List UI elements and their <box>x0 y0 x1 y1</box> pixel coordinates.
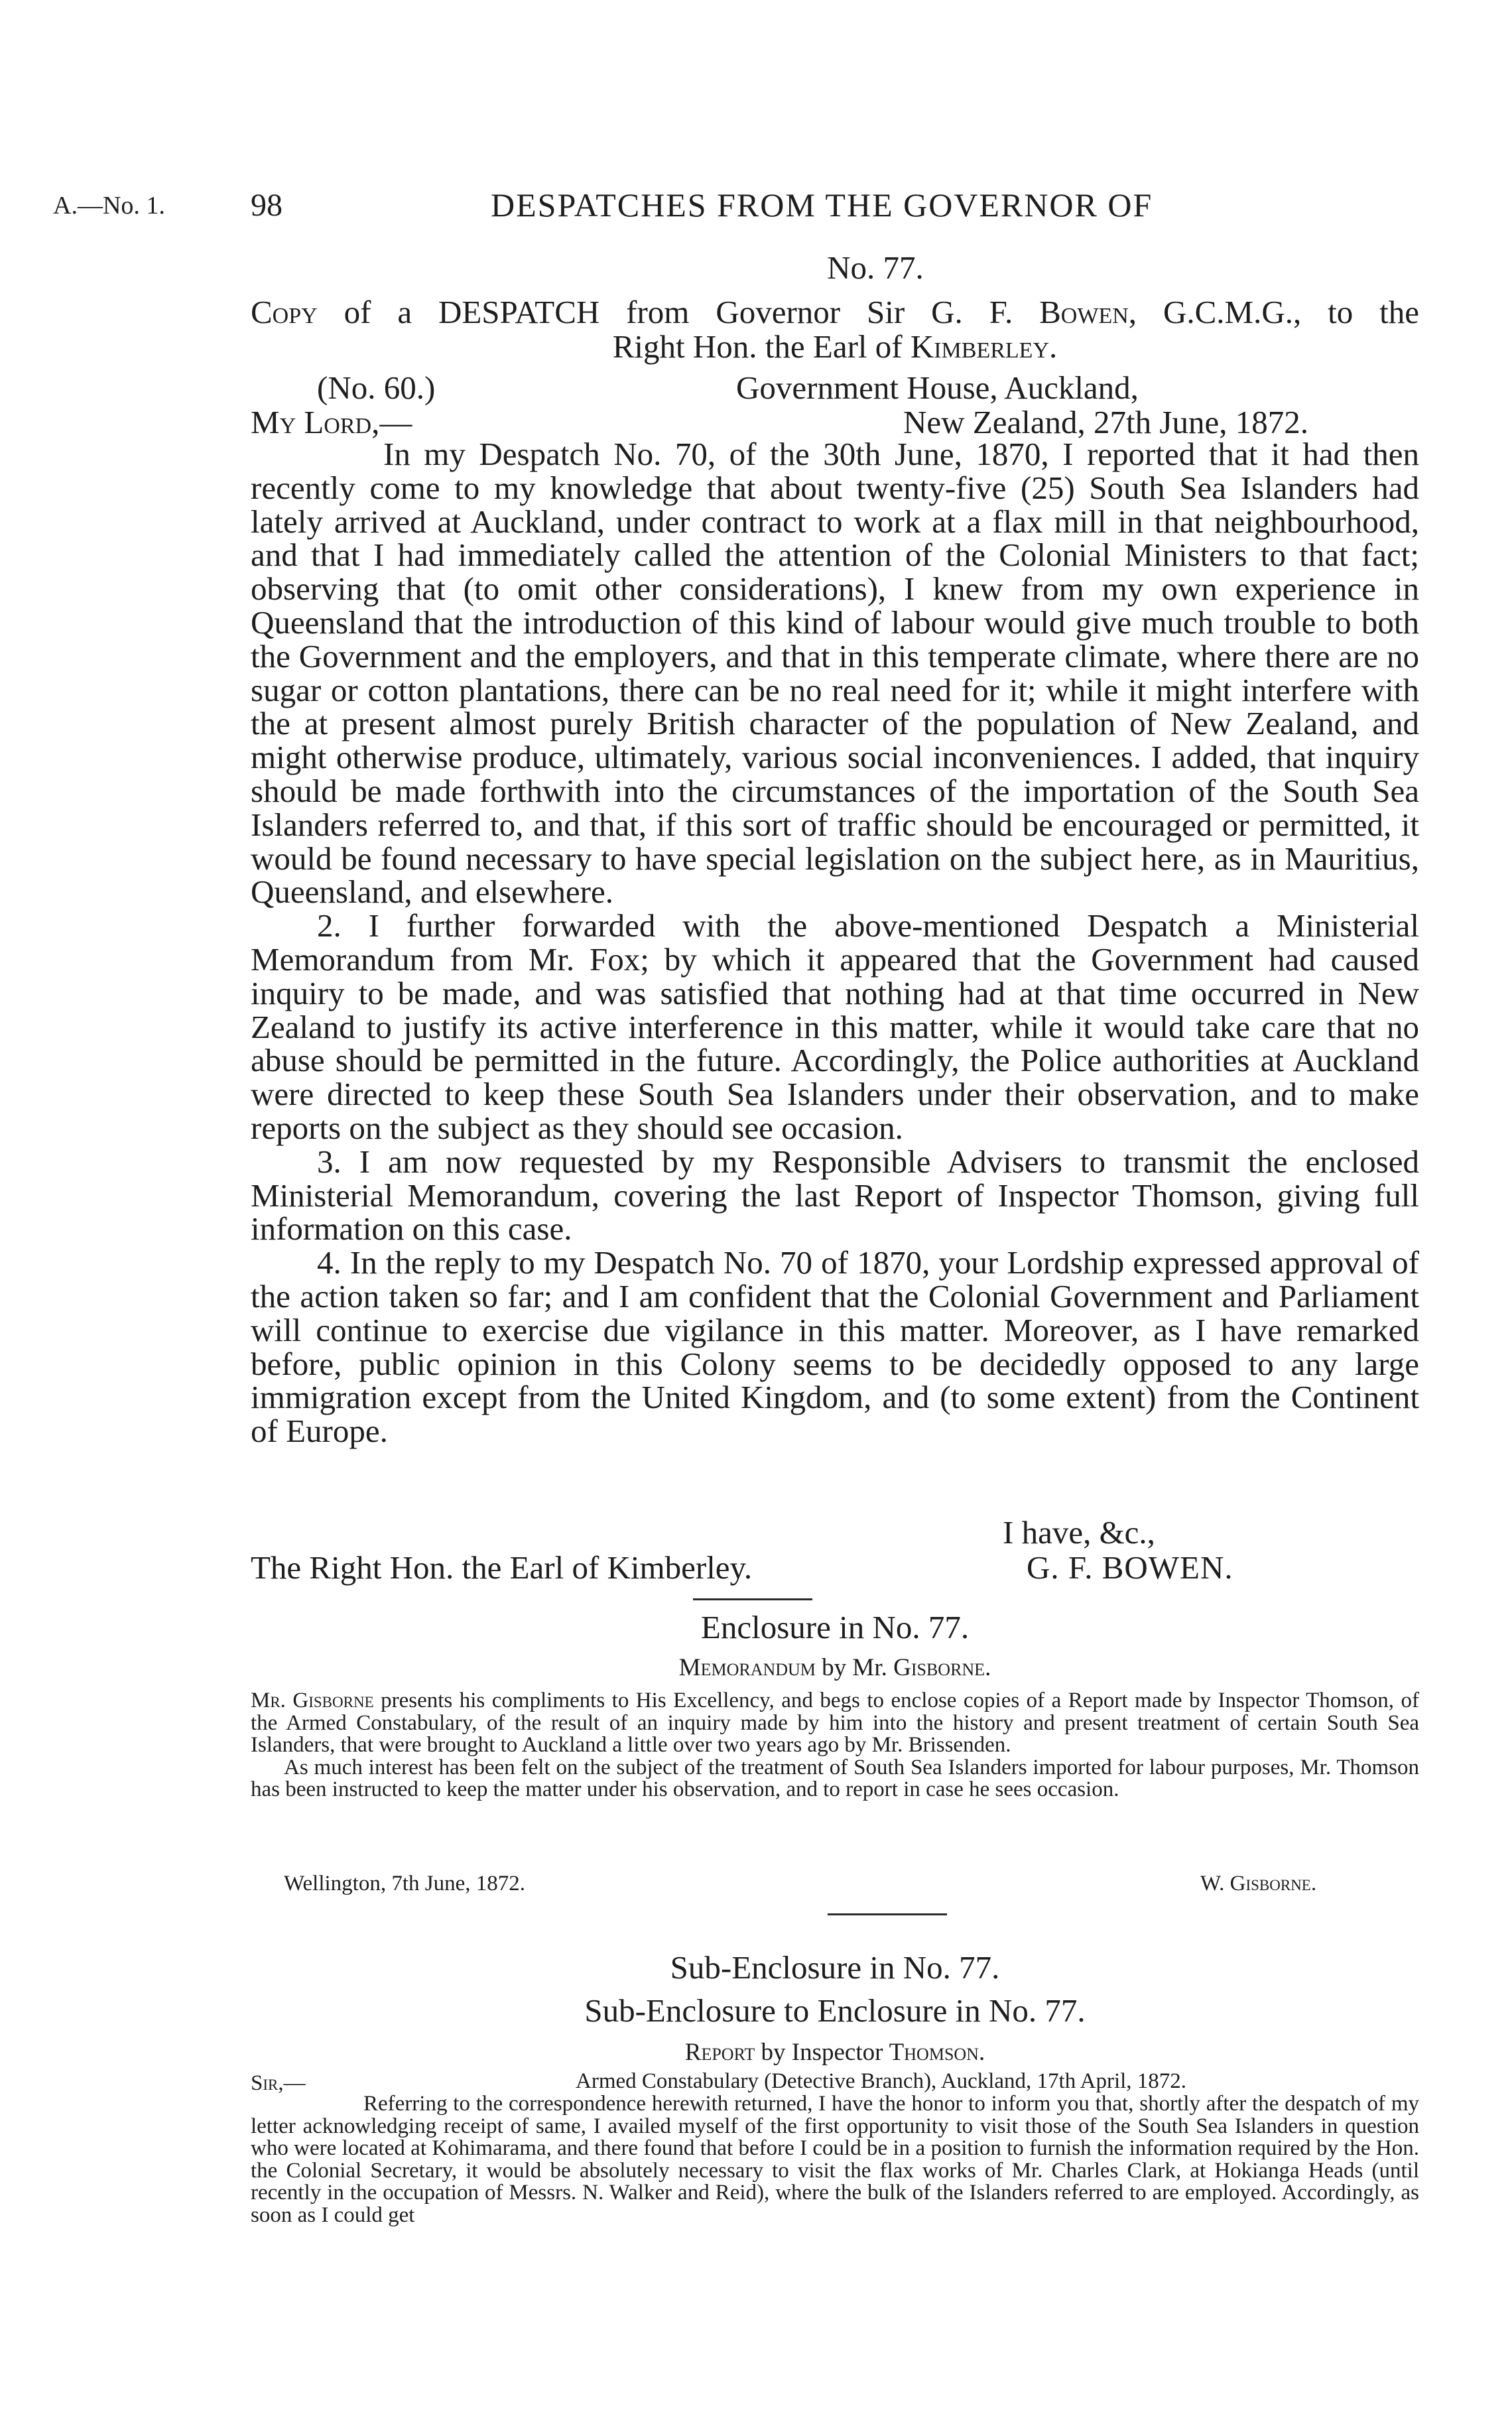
despatch-body <box>251 438 1419 1448</box>
gisborne-name: Gisborne <box>893 1654 985 1681</box>
governor-name: Bowen <box>1039 294 1129 330</box>
enclosure-signature-initial: W. <box>1200 1872 1230 1895</box>
despatch-signature: G. F. BOWEN. <box>1027 1549 1233 1586</box>
report-paragraph-1: Referring to the correspondence herewith returned, I have the honor to inform you that, shortly after the despatch of my letter acknowledging receipt of same, I availed myself of the first opportunity to visit those of the South Sea Islanders in question who were located at Kohimarama, and there found that before I could be in a position to furnish the information required by the Hon. the Colonial Secretary, it would be absolutely necessary to visit the flax works of Mr. Charles Clark, at Hokianga Heads (until recently in the occupation of Messrs. N. Walker and Reid), where the bulk of the Islanders referred to are employed. Accordingly, as soon as I could get <box>251 2092 1419 2227</box>
report-by: by Inspector <box>755 2039 889 2066</box>
despatch-addressee: The Right Hon. the Earl of Kimberley. <box>251 1549 753 1586</box>
despatch-place: Government House, Auckland, <box>736 369 1139 406</box>
despatch-number: No. 77. <box>827 249 924 286</box>
report-heading <box>251 2038 1419 2067</box>
despatch-title-line2 <box>251 330 1419 364</box>
page-ref: A.—No. 1. <box>53 192 165 220</box>
enclosure-signature-stop: . <box>1310 1872 1317 1895</box>
enclosure-author: Mr. Gisborne <box>251 1689 374 1712</box>
enclosure-text-1: presents his compliments to His Excellency, and begs to enclose copies of a Report made by Inspector Thomson, of the Armed Constabulary, of the result of an inquiry made by him into the history and present treatment of certain South Sea Islanders, that were brought to Auckland a little over two years ago by Mr. Brissenden. <box>251 1689 1419 1758</box>
enclosure-place-date: Wellington, 7th June, 1872. <box>284 1872 525 1895</box>
despatch-place-date: New Zealand, 27th June, 1872. <box>903 404 1308 440</box>
title-text-b: , G.C.M.G., to the <box>1128 294 1419 330</box>
memorandum-stop: . <box>985 1654 991 1681</box>
sub-enclosure-heading-2: Sub-Enclosure to Enclosure in No. 77. <box>584 1992 1086 2029</box>
enclosure-signature <box>1200 1872 1316 1896</box>
copy-label: Copy <box>251 294 318 330</box>
despatch-paragraph-1: In my Despatch No. 70, of the 30th June, 1870, I reported that it had then recently come to my knowledge that about twenty-five (25) South Sea Islanders had lately arrived at Auckland, under contract to work at a flax mill in that neighbourhood, and that I had immediately called the attention of the Colonial Ministers to that fact; observing that (to omit other considerations), I knew from my own experience in Queensland that the introduction of this kind of labour would give much trouble to both the Government and the employers, and that in this temperate climate, where there are no sugar or cotton plantations, there can be no real need for it; while it might interfere with the at present almost purely British character of the population of New Zealand, and might otherwise produce, ultimately, various social inconveniences. I added, that inquiry should be made forthwith into the circumstances of the importation of the South Sea Islanders referred to, and that, if this sort of traffic should be encouraged or permitted, it would be found necessary to have special legislation on the subject here, as in Mauritius, Queensland, and elsewhere. <box>251 436 1419 911</box>
title-text-c: Right Hon. the Earl of <box>612 328 911 365</box>
title-text-d: . <box>1049 328 1058 365</box>
report-place-date: Armed Constabulary (Detective Branch), Auckland, 17th April, 1872. <box>576 2069 1187 2093</box>
divider-2 <box>828 1913 947 1915</box>
enclosure-paragraph-1 <box>251 1690 1419 1757</box>
report-stop: . <box>978 2039 985 2066</box>
enclosure-paragraph-2: As much interest has been felt on the subject of the treatment of South Sea Islanders imported for labour purposes, Mr. Thomson has been instructed to keep the matter under his observation, and to report in case he sees occasion. <box>251 1755 1419 1802</box>
despatch-ref-no: (No. 60.) <box>317 369 436 406</box>
memorandum-by: by Mr. <box>815 1654 894 1681</box>
earl-name: Kimberley <box>910 328 1049 365</box>
running-title: DESPATCHES FROM THE GOVERNOR OF <box>491 186 1153 224</box>
enclosure-signature-name: Gisborne <box>1229 1872 1311 1895</box>
report-label: Report <box>684 2039 755 2066</box>
report-salutation: Sir,— <box>251 2071 306 2095</box>
despatch-paragraph-3: 3. I am now requested by my Responsible Advisers to transmit the enclosed Ministerial Memorandum, covering the last Report of Inspector Thomson, giving full information on this case. <box>251 1143 1419 1248</box>
thomson-name: Thomson <box>889 2039 979 2066</box>
despatch-closing: I have, &c., <box>1003 1514 1155 1551</box>
enclosure-heading: Enclosure in No. 77. <box>700 1609 970 1645</box>
despatch-paragraph-4: 4. In the reply to my Despatch No. 70 of 1870, your Lordship expressed approval of the action taken so far; and I am confident that the Colonial Government and Parliament will continue to exercise due vigilance in this matter. Moreover, as I have remarked before, public opinion in this Colony seems to be decidedly opposed to any large immigration except from the United Kingdom, and (to some extent) from the Continent of Europe. <box>251 1244 1419 1450</box>
title-text-a: of a DESPATCH from Governor Sir G. F. <box>344 294 1040 330</box>
sub-enclosure-heading-1: Sub-Enclosure in No. 77. <box>670 1949 1000 1986</box>
enclosure-subheading <box>251 1653 1419 1682</box>
divider-1 <box>693 1598 812 1600</box>
memorandum-label: Memorandum <box>678 1654 816 1681</box>
page-number: 98 <box>251 188 283 223</box>
despatch-salutation: My Lord,— <box>251 404 412 440</box>
enclosure-body <box>251 1690 1419 1801</box>
report-body <box>251 2093 1419 2227</box>
despatch-paragraph-2: 2. I further forwarded with the above-mentioned Despatch a Ministerial Memorandum from Mr. Fox; by which it appeared that the Government had caused inquiry to be made, and was satisfied that nothing had at that time occurred in New Zealand to justify its active interference in this matter, while it would take care that no abuse should be permitted in the future. Accordingly, the Police authorities at Auckland were directed to keep these South Sea Islanders under their observation, and to make reports on the subject as they should see occasion. <box>251 907 1419 1146</box>
despatch-title-line1 <box>251 295 1419 330</box>
